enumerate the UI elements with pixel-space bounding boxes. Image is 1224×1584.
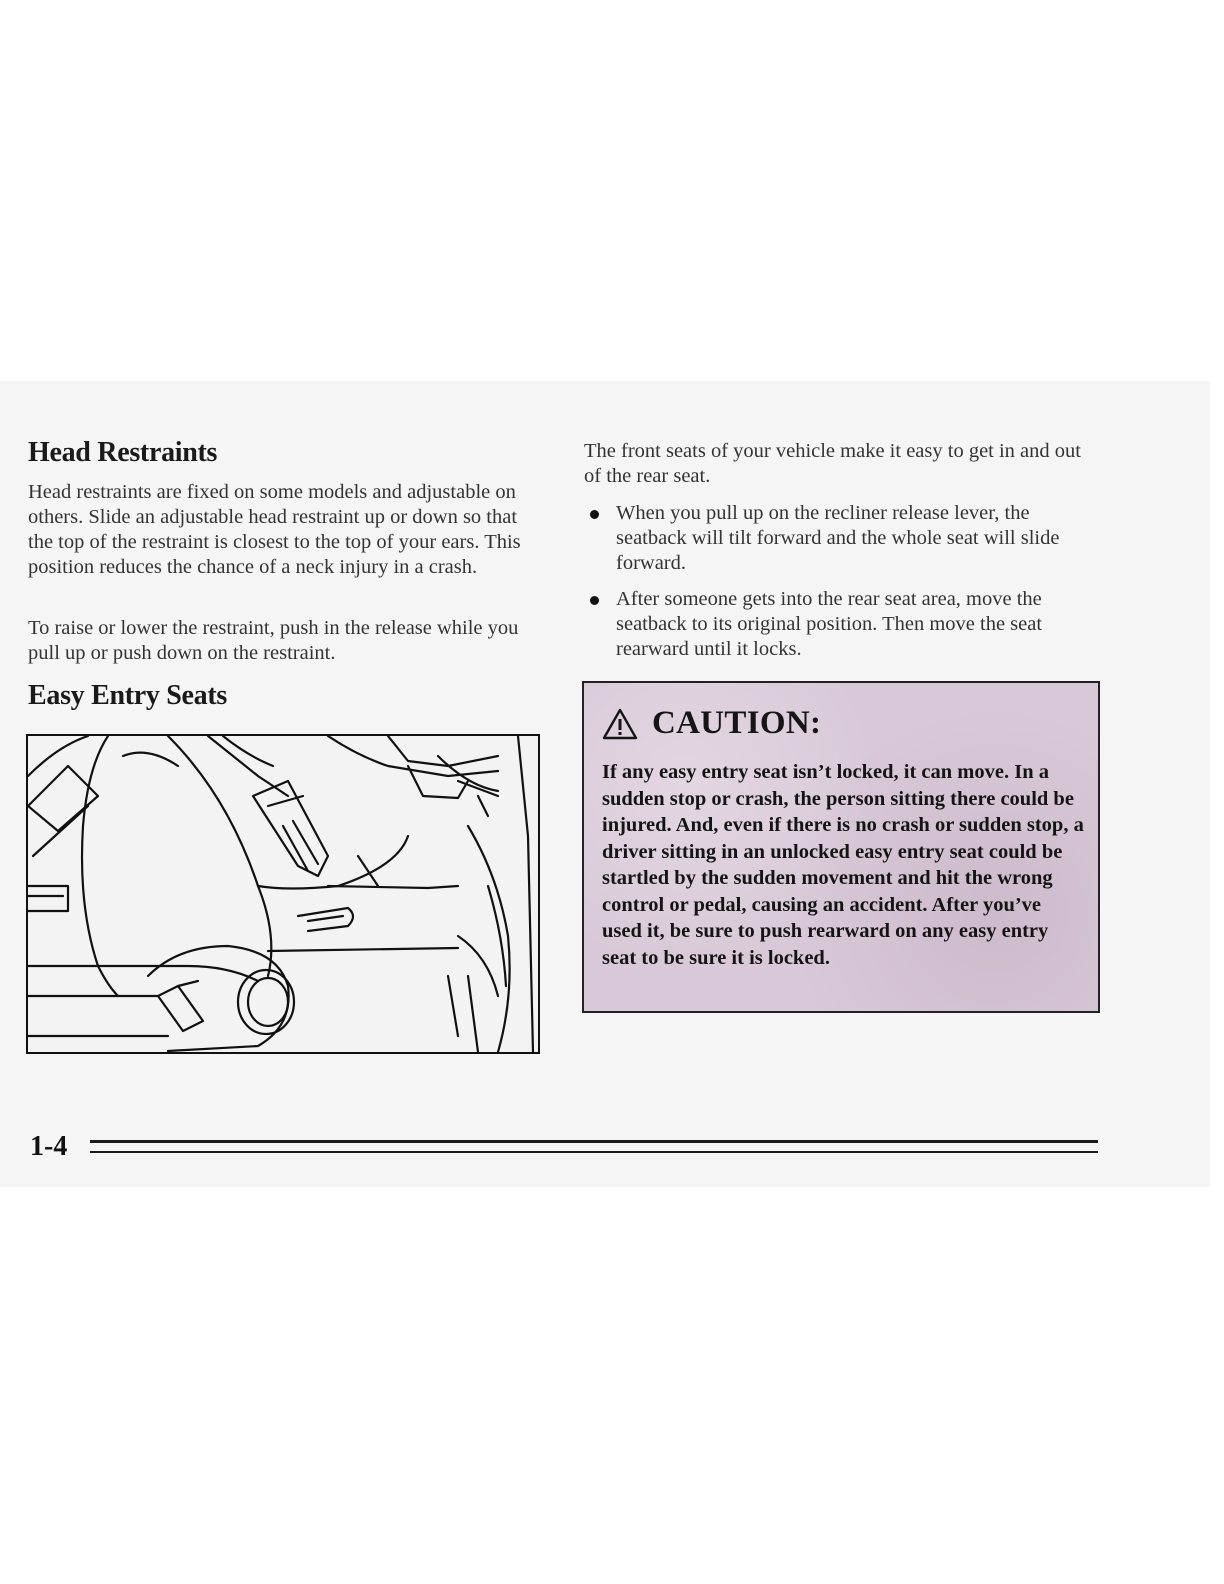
easy-entry-intro: The front seats of your vehicle make it easy to get in and out of the rear seat. xyxy=(584,440,1081,487)
footer-rule-bottom xyxy=(90,1151,1098,1153)
easy-entry-bullet-list xyxy=(584,501,1094,673)
bullet-icon xyxy=(590,510,599,519)
list-item xyxy=(584,501,1094,576)
head-restraints-paragraph-1: Head restraints are fixed on some models and adjustable on others. Slide an adjustable head restraint up or down so that the top of the restraint is closest to the top of your ears. This position reduces the chance of a neck injury in a crash. xyxy=(28,481,521,578)
caution-header xyxy=(602,705,821,742)
page-number: 1-4 xyxy=(30,1131,68,1162)
caution-text: If any easy entry seat isn’t locked, it can move. In a sudden stop or crash, the person sitting there could be injured. And, even if there is no crash or sudden stop, a driver sitting in an unlocked easy entry seat could be startled by the sudden movement and hit the wrong control or pedal, causing an accident. After you’ve used it, be sure to push rearward on any easy entry seat to be sure it is locked. xyxy=(602,761,1084,969)
warning-triangle-icon xyxy=(602,708,638,740)
list-item-text: When you pull up on the recliner release lever, the seatback will tilt forward and the whole seat will slide forward. xyxy=(616,502,1060,574)
seat-line-drawing xyxy=(28,736,538,1052)
easy-entry-seat-illustration xyxy=(26,734,540,1054)
head-restraints-paragraph-2: To raise or lower the restraint, push in the release while you pull up or push down on the restraint. xyxy=(28,617,519,664)
list-item xyxy=(584,587,1094,662)
caution-box xyxy=(582,681,1100,1013)
list-item-text: After someone gets into the rear seat area, move the seatback to its original position. Then move the seat rearward until it locks. xyxy=(616,588,1043,660)
caution-title: CAUTION: xyxy=(652,705,822,741)
heading-head-restraints: Head Restraints xyxy=(28,437,218,468)
bullet-icon xyxy=(590,596,599,605)
footer-rule-top xyxy=(90,1140,1098,1143)
heading-easy-entry-seats: Easy Entry Seats xyxy=(28,680,227,711)
